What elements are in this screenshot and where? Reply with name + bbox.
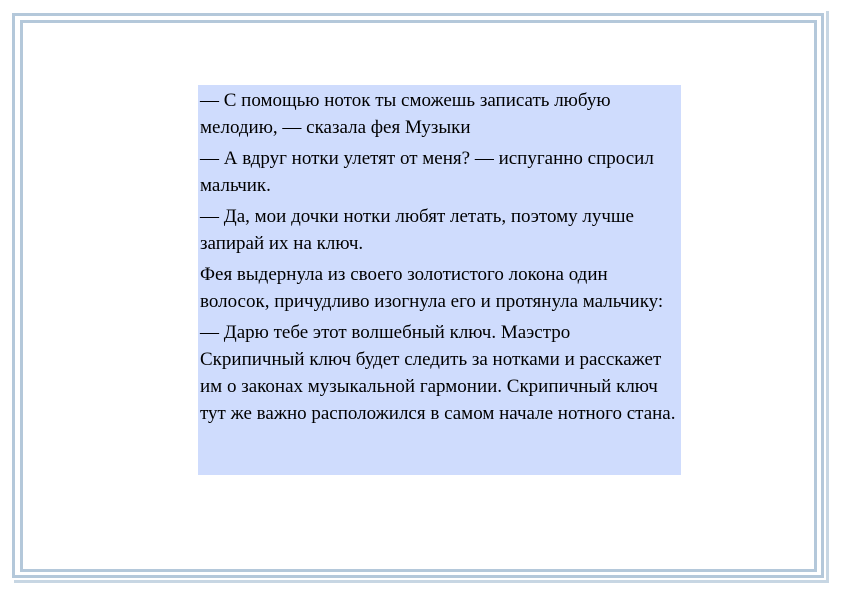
paragraph-4: Фея выдернула из своего золотистого локона один волосок, причудливо изогнула его и протянула мальчику: <box>200 264 664 312</box>
paragraph-5: — Дарю тебе этот волшебный ключ. Маэстро Скрипичный ключ будет следить за нотками и расскажет им о законах музыкальной гармонии. Скрипичный ключ тут же важно расположился в самом начале нотного стана. <box>200 322 676 424</box>
story-text-box <box>198 85 681 475</box>
frame-shadow-right <box>826 11 829 583</box>
paragraph-1: — С помощью ноток ты сможешь записать любую мелодию, — сказала фея Музыки <box>200 90 611 138</box>
paragraph-3: — Да, мои дочки нотки любят летать, поэтому лучше запирай их на ключ. <box>200 206 634 254</box>
paragraph-2: — А вдруг нотки улетят от меня? — испуганно спросил мальчик. <box>200 148 654 196</box>
frame-shadow-bottom <box>14 580 829 583</box>
